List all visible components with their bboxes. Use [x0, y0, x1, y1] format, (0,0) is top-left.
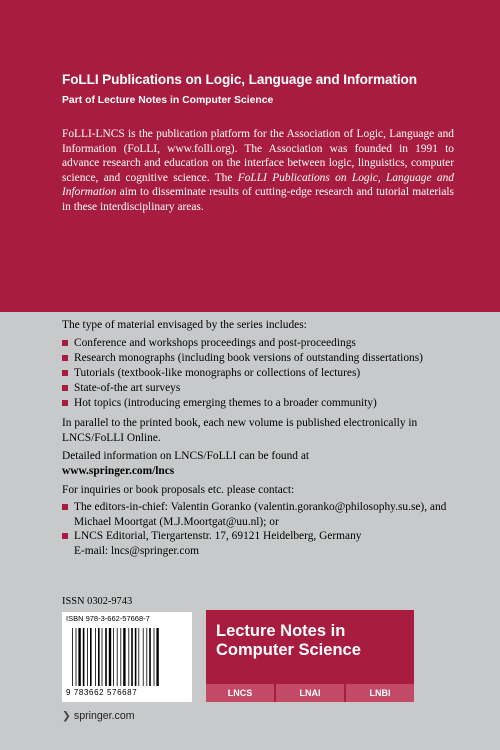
series-subtitle: Part of Lecture Notes in Computer Science — [62, 95, 274, 106]
bullet-square-icon — [62, 355, 68, 361]
inquiry-text: For inquiries or book proposals etc. please contact: — [62, 484, 295, 496]
list-item: Conference and workshops proceedings and post-proceedings — [62, 336, 423, 351]
list-item: Tutorials (textbook-like monographs or collections of lectures) — [62, 366, 423, 381]
contact-editorial: LNCS Editorial, Tiergartenstr. 17, 69121 Heidelberg, Germany E-mail: lncs@springer.com — [74, 530, 362, 557]
list-item: Research monographs (including book versions of outstanding dissertations) — [62, 351, 423, 366]
description-text-start: FoLLI-LNCS is the publication platform for the Association of Logic, Language and Information (FoLLI, www.folli.org). The Association was founded in 1991 to advance research and education on the interface between logic, linguistics, computer science, and cognitive science. The — [62, 128, 454, 184]
material-intro: The type of material envisaged by the series includes: — [62, 319, 307, 331]
list-item: Hot topics (introducing emerging themes to a broader community) — [62, 396, 423, 411]
cover-top-panel — [0, 0, 500, 312]
chevron-right-icon: ❯ — [62, 710, 71, 722]
isbn: ISBN 978-3-662-57668-7 — [66, 614, 150, 623]
series-title: FoLLI Publications on Logic, Language and Information — [62, 72, 417, 87]
list-item: State-of-the art surveys — [62, 381, 423, 396]
bullet-square-icon — [62, 533, 68, 539]
lncs-logo — [206, 610, 414, 702]
material-list — [62, 336, 423, 411]
bullet-square-icon — [62, 385, 68, 391]
lnbi-tag: LNBI — [346, 684, 414, 702]
detailed-info — [62, 449, 454, 478]
detailed-text: Detailed information on LNCS/FoLLI can be found at — [62, 450, 310, 462]
description-text-end: aim to disseminate results of cutting-edge research and tutorial materials in these interdisciplinary areas. — [62, 186, 454, 213]
lncs-tag: LNCS — [206, 684, 274, 702]
parallel-text: In parallel to the printed book, each new volume is published electronically in LNCS/FoLLI Online. — [62, 417, 418, 444]
springer-label: springer.com — [73, 710, 135, 722]
list-item — [62, 529, 374, 558]
issn: ISSN 0302-9743 — [62, 596, 133, 607]
description-italic: FoLLI Publications on Logic, Language and Information — [62, 171, 454, 199]
lncs-logo-title: Lecture Notes in Computer Science — [216, 622, 361, 659]
barcode — [62, 612, 192, 702]
list-item — [62, 500, 458, 529]
contact-editors: The editors-in-chief: Valentin Goranko (valentin.goranko@philosophy.su.se), and Michael Moortgat (M.J.Moortgat@uu.nl); or — [74, 501, 447, 528]
bullet-square-icon — [62, 504, 68, 510]
bullet-square-icon — [62, 400, 68, 406]
springer-link[interactable] — [62, 710, 135, 722]
lncs-tags — [206, 684, 414, 702]
barcode-digits: 9 783662 576687 — [66, 688, 138, 697]
barcode-bars-icon — [72, 628, 182, 686]
series-description — [62, 127, 454, 215]
lnai-tag: LNAI — [276, 684, 344, 702]
bullet-square-icon — [62, 340, 68, 346]
contact-list — [62, 500, 458, 558]
lncs-url: www.springer.com/lncs — [62, 464, 175, 477]
bullet-square-icon — [62, 370, 68, 376]
